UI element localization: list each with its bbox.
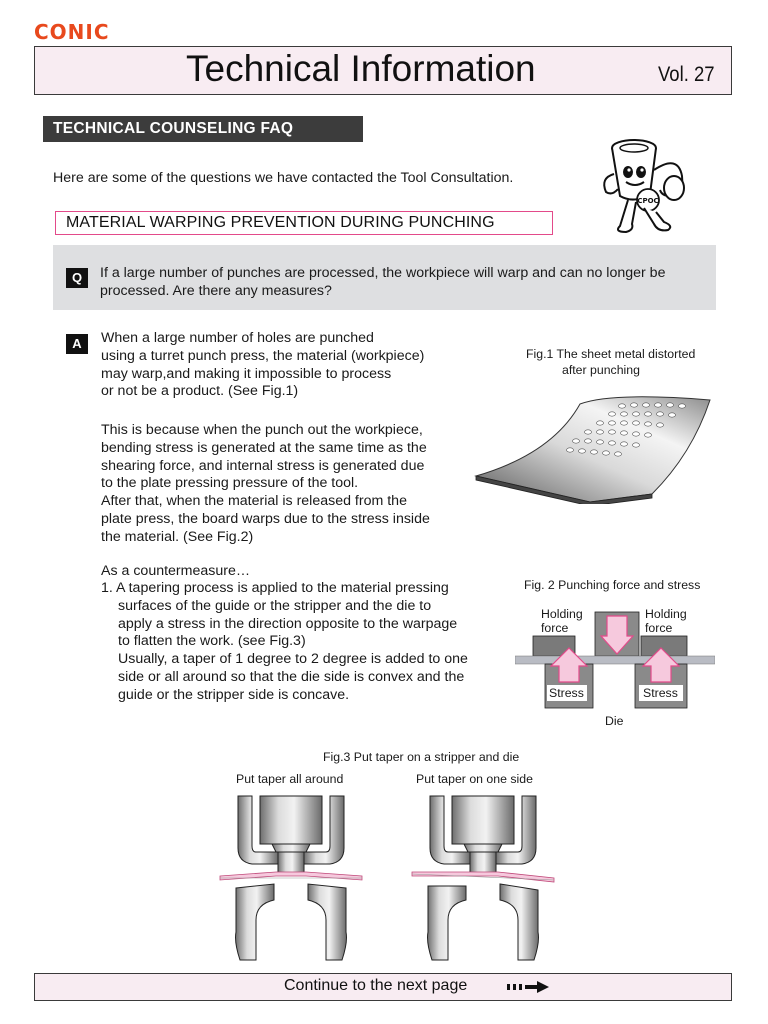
fig2-holding-left [541, 607, 583, 635]
answer-p1-line: When a large number of holes are punched [101, 330, 374, 346]
fig1-caption-line2: after punching [562, 363, 640, 377]
list-item-line: to flatten the work. (see Fig.3) [118, 633, 306, 650]
fig2-stress-right: Stress [643, 686, 678, 700]
fig2-holding-right [645, 607, 687, 635]
list-item-line: apply a stress in the direction opposite to the warpage [118, 615, 458, 632]
intro-text: Here are some of the questions we have contacted the Tool Consultation. [53, 170, 514, 186]
continue-text: Continue to the next page [284, 977, 468, 994]
mascot-illustration [598, 134, 698, 239]
answer-p1-line: may warp,and making it impossible to process [101, 365, 392, 382]
answer-p2-line: to the plate pressing pressure of the tool. [101, 475, 359, 492]
answer-p2-line: plate press, the board warps due to the stress inside [101, 510, 430, 527]
next-page-arrow-icon[interactable] [507, 981, 551, 993]
page-title: Technical Information [186, 48, 536, 89]
fig3-right-label: Put taper on one side [416, 772, 533, 786]
volume-number: Vol. 27 [658, 63, 715, 86]
answer-paragraph-2 [101, 422, 471, 547]
fig2-holding-right-line: force [645, 621, 673, 635]
question-text: If a large number of punches are processed, the workpiece will warp and can no longer be processed. Are there any measures? [100, 265, 666, 299]
answer-badge: A [66, 334, 88, 354]
list-item-line: side or all around so that the die side is convex and the [118, 668, 465, 685]
answer-list [101, 580, 501, 705]
fig1-caption: Fig.1 The sheet metal distorted [526, 347, 696, 361]
list-item-line: guide or the stripper side is concave. [118, 686, 350, 703]
answer-p2-line: This is because when the punch out the workpiece, [101, 422, 423, 438]
brand-logo: CONIC [34, 20, 110, 44]
answer-p1-line: using a turret punch press, the material (workpiece) [101, 347, 425, 364]
fig2-die-label: Die [605, 714, 624, 728]
answer-p2-line: After that, when the material is released from the [101, 493, 407, 510]
list-item-line: surfaces of the guide or the stripper and the die to [118, 597, 432, 614]
section-title: MATERIAL WARPING PREVENTION DURING PUNCHING [55, 211, 553, 235]
fig3-caption: Fig.3 Put taper on a stripper and die [323, 750, 520, 764]
answer-paragraph-1 [101, 330, 441, 401]
question-badge: Q [66, 268, 88, 288]
answer-p1-line: or not be a product. (See Fig.1) [101, 383, 299, 400]
fig3-taper-all-around [216, 792, 366, 962]
answer-p2-line: bending stress is generated at the same time as the [101, 439, 427, 456]
fig2-caption: Fig. 2 Punching force and stress [524, 578, 701, 592]
answer-p2-line: shearing force, and internal stress is generated due [101, 457, 425, 474]
list-item-1: 1. A tapering process is applied to the material pressing [101, 580, 449, 596]
list-item-line: Usually, a taper of 1 degree to 2 degree is added to one [118, 651, 468, 668]
faq-banner: TECHNICAL COUNSELING FAQ [43, 116, 363, 142]
answer-countermeasure-heading: As a countermeasure… [101, 563, 251, 579]
mascot-label: CPOC [637, 197, 659, 205]
answer-p2-line: the material. (See Fig.2) [101, 528, 254, 545]
fig3-left-label: Put taper all around [236, 772, 344, 786]
fig2-stress-left: Stress [549, 686, 584, 700]
fig2-holding-left-line: force [541, 621, 569, 635]
fig1-warped-sheet [472, 384, 722, 504]
fig2-holding-right-line: Holding [645, 607, 687, 621]
fig3-taper-one-side [408, 792, 558, 962]
fig2-holding-left-line: Holding [541, 607, 583, 621]
